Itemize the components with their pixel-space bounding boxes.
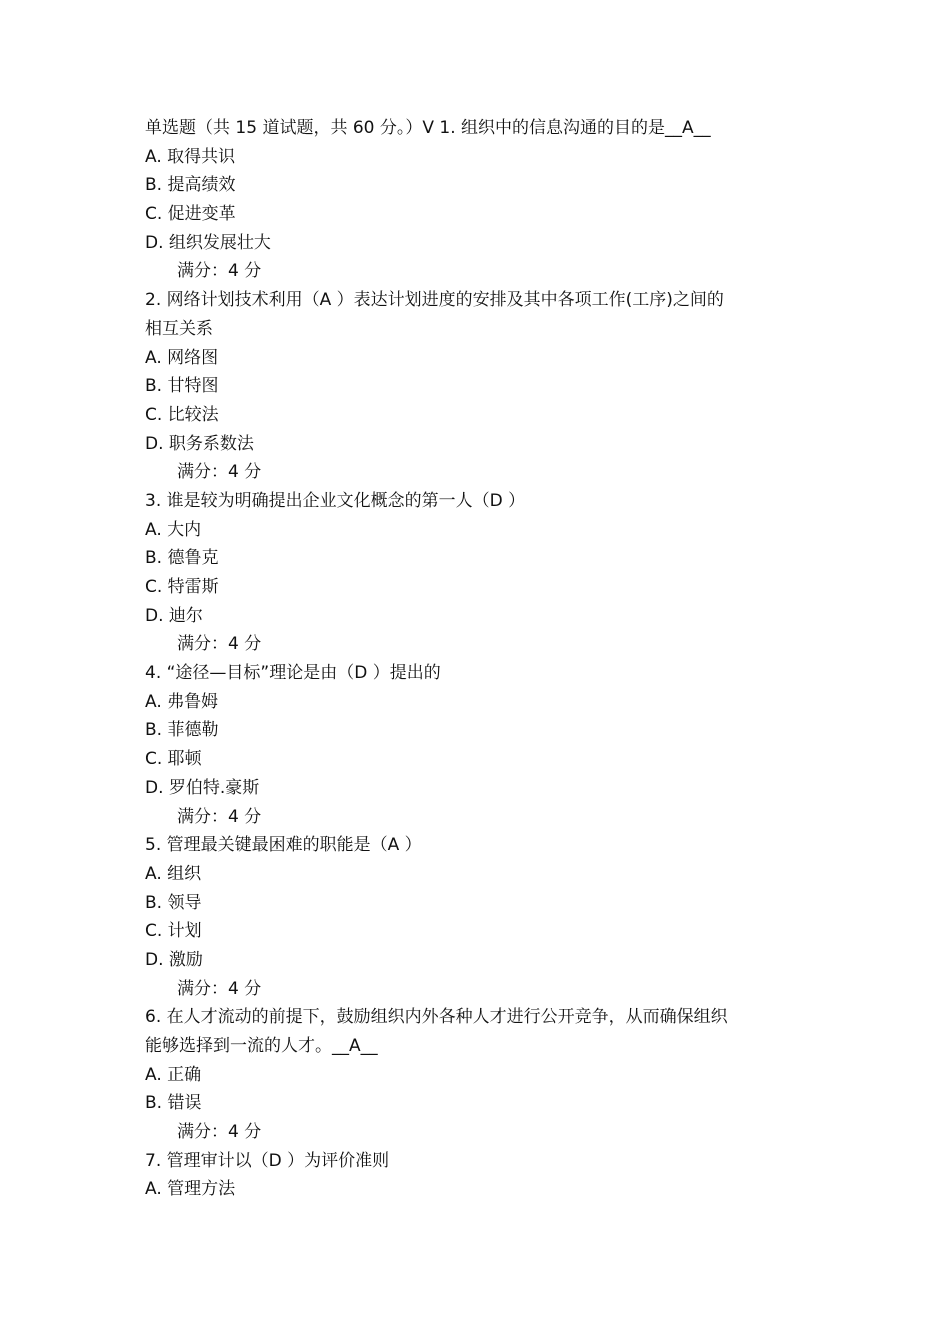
option-line: B. 领导 <box>145 892 202 913</box>
score-line: 满分：4 分 <box>177 634 262 655</box>
option-line: A. 管理方法 <box>145 1179 236 1200</box>
option-line: A. 正确 <box>145 1064 202 1085</box>
option-line: D. 组织发展壮大 <box>145 232 271 253</box>
score-line: 满分：4 分 <box>177 261 262 282</box>
option-line: D. 迪尔 <box>145 605 203 626</box>
question-line: 相互关系 <box>145 318 213 339</box>
question-line: 4. “途径—目标”理论是由（D ）提出的 <box>145 663 441 684</box>
option-line: A. 取得共识 <box>145 146 236 167</box>
option-line: A. 网络图 <box>145 347 219 368</box>
score-line: 满分：4 分 <box>177 462 262 483</box>
score-line: 满分：4 分 <box>177 978 262 999</box>
question-line: 3. 谁是较为明确提出企业文化概念的第一人（D ） <box>145 490 526 511</box>
option-line: B. 提高绩效 <box>145 175 236 196</box>
option-line: A. 弗鲁姆 <box>145 691 219 712</box>
question-line: 能够选择到一流的人才。__A__ <box>145 1036 378 1056</box>
score-line: 满分：4 分 <box>177 806 262 827</box>
option-line: B. 德鲁克 <box>145 548 219 569</box>
option-line: D. 职务系数法 <box>145 433 254 454</box>
option-line: B. 甘特图 <box>145 376 219 397</box>
option-line: A. 大内 <box>145 519 202 540</box>
question-line: 6. 在人才流动的前提下，鼓励组织内外各种人才进行公开竞争，从而确保组织 <box>145 1007 728 1028</box>
question-line: 2. 网络计划技术利用（A ）表达计划进度的安排及其中各项工作(工序)之间的 <box>145 290 724 311</box>
option-line: D. 罗伯特.豪斯 <box>145 777 260 798</box>
question-line: 7. 管理审计以（D ）为评价准则 <box>145 1150 390 1171</box>
score-line: 满分：4 分 <box>177 1122 262 1143</box>
option-line: C. 耶顿 <box>145 749 202 770</box>
option-line: B. 错误 <box>145 1093 202 1114</box>
option-line: D. 激励 <box>145 949 203 970</box>
question-line: 5. 管理最关键最困难的职能是（A ） <box>145 835 422 856</box>
option-line: A. 组织 <box>145 863 202 884</box>
option-line: C. 比较法 <box>145 404 219 425</box>
option-line: C. 计划 <box>145 921 202 942</box>
option-line: B. 菲德勒 <box>145 720 219 741</box>
option-line: C. 促进变革 <box>145 204 236 225</box>
option-line: C. 特雷斯 <box>145 577 219 597</box>
question-line: 单选题（共 15 道试题，共 60 分。）V 1. 组织中的信息沟通的目的是__A__ <box>145 118 711 138</box>
document-page <box>145 114 815 1204</box>
